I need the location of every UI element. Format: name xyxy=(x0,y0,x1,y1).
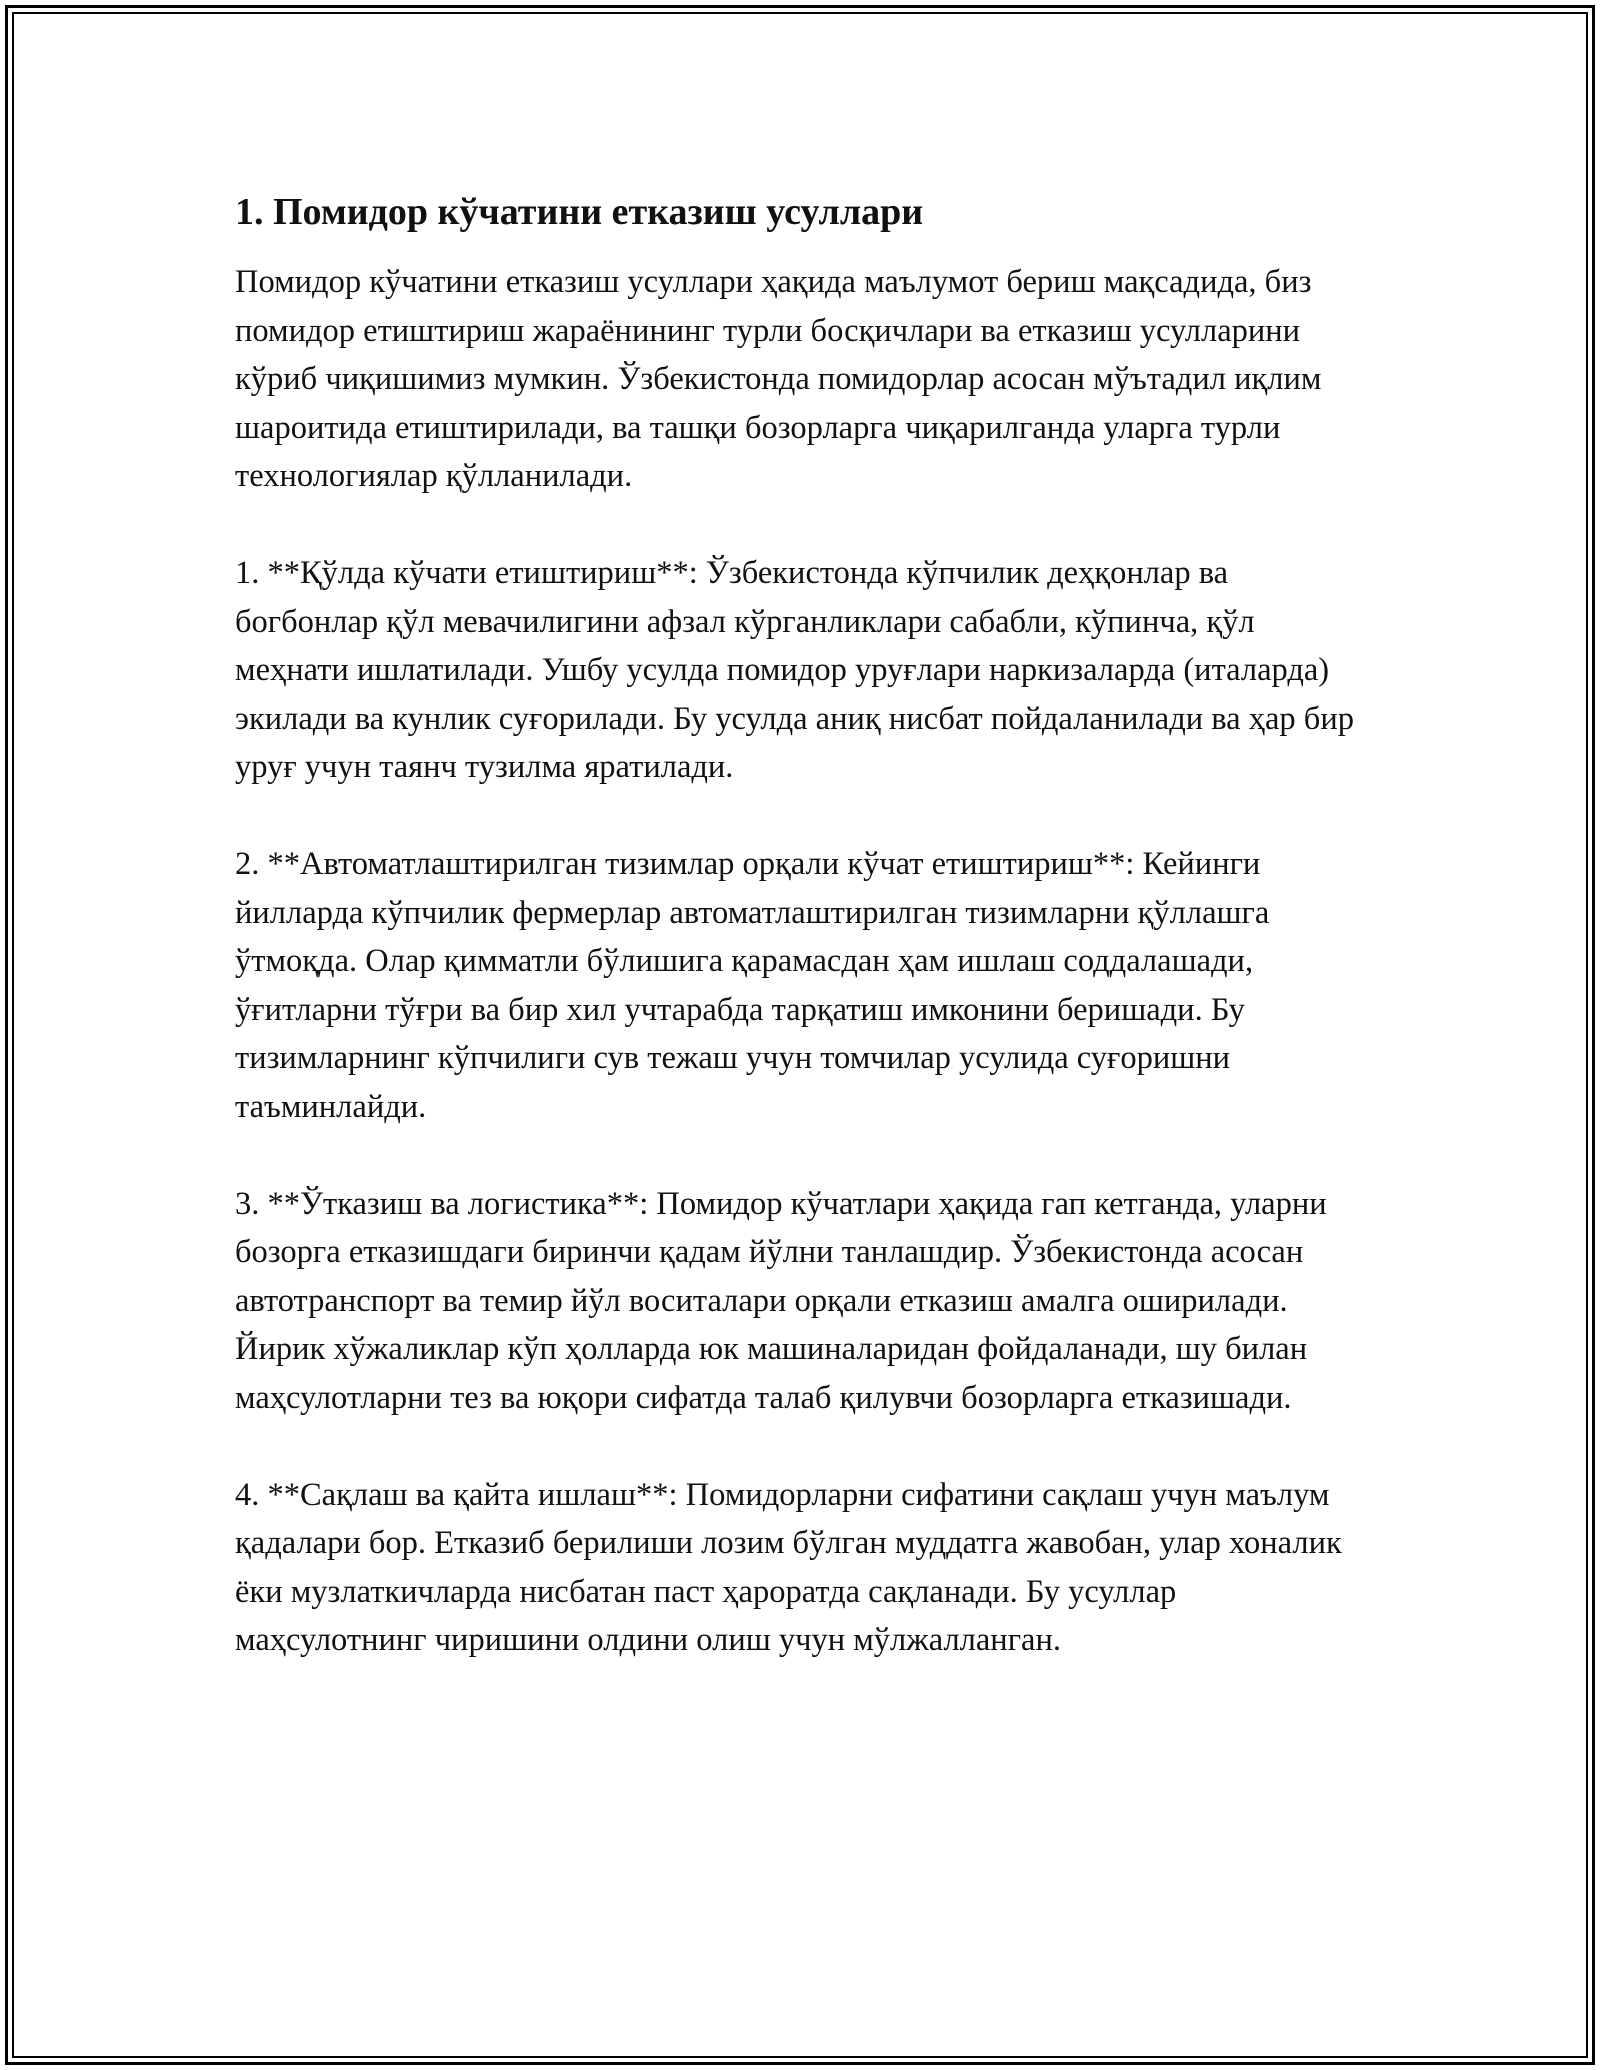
document-title: 1. Помидор кўчатини етказиш усуллари xyxy=(235,191,924,233)
paragraph-intro: Помидор кўчатини етказиш усуллари ҳақида маълумот бериш мақсадида, биз помидор етиштириш жараёнининг турли босқичлари ва етказиш усулларини кўриб чиқишимиз мумкин. Ўзбекистонда помидорлар асосан мўътадил иқлим шароитида етиштирилади, ва ташқи бозорларга чиқарилганда уларга турли технологиялар қўлланилади. xyxy=(235,264,1322,494)
paragraph-item-2: 2. **Автоматлаштирилган тизимлар орқали кўчат етиштириш**: Кейинги йилларда кўпчилик фермерлар автоматлаштирилган тизимларни қўллашга ўтмоқда. Олар қимматли бўлишига қарамасдан ҳам ишлаш соддалашади, ўғитларни тўғри ва бир хил учтарабда тарқатиш имконини беришади. Бу тизимларнинг кўпчилиги сув тежаш учун томчилар усулида суғоришни таъминлайди. xyxy=(235,846,1270,1125)
paragraph-item-1: 1. **Қўлда кўчати етиштириш**: Ўзбекистонда кўпчилик деҳқонлар ва богбонлар қўл мевачилигини афзал кўрганликлари сабабли, кўпинча, қўл меҳнати ишлатилади. Ушбу усулда помидор уруғлари наркизаларда (италарда) экилади ва кунлик суғорилади. Бу усулда аниқ нисбат пойдаланилади ва ҳар бир уруғ учун таянч тузилма яратилади. xyxy=(235,555,1354,785)
paragraph-item-4: 4. **Сақлаш ва қайта ишлаш**: Помидорларни сифатини сақлаш учун маълум қадалари бор. Етказиб берилиши лозим бўлган муддатга жавобан, улар хоналик ёки музлаткичларда нисбатан паст ҳароратда сақланади. Бу усуллар маҳсулотнинг чиришини олдини олиш учун мўлжалланган. xyxy=(235,1476,1342,1658)
document-body xyxy=(235,188,1365,1665)
paragraph-item-3: 3. **Ўтказиш ва логистика**: Помидор кўчатлари ҳақида гап кетганда, уларни бозорга етказишдаги биринчи қадам йўлни танлашдир. Ўзбекистонда асосан автотранспорт ва темир йўл воситалари орқали етказиш амалга оширилади. Йирик хўжаликлар кўп ҳолларда юк машиналаридан фойдаланади, шу билан маҳсулотларни тез ва юқори сифатда талаб қилувчи бозорларга етказишади. xyxy=(235,1185,1327,1416)
